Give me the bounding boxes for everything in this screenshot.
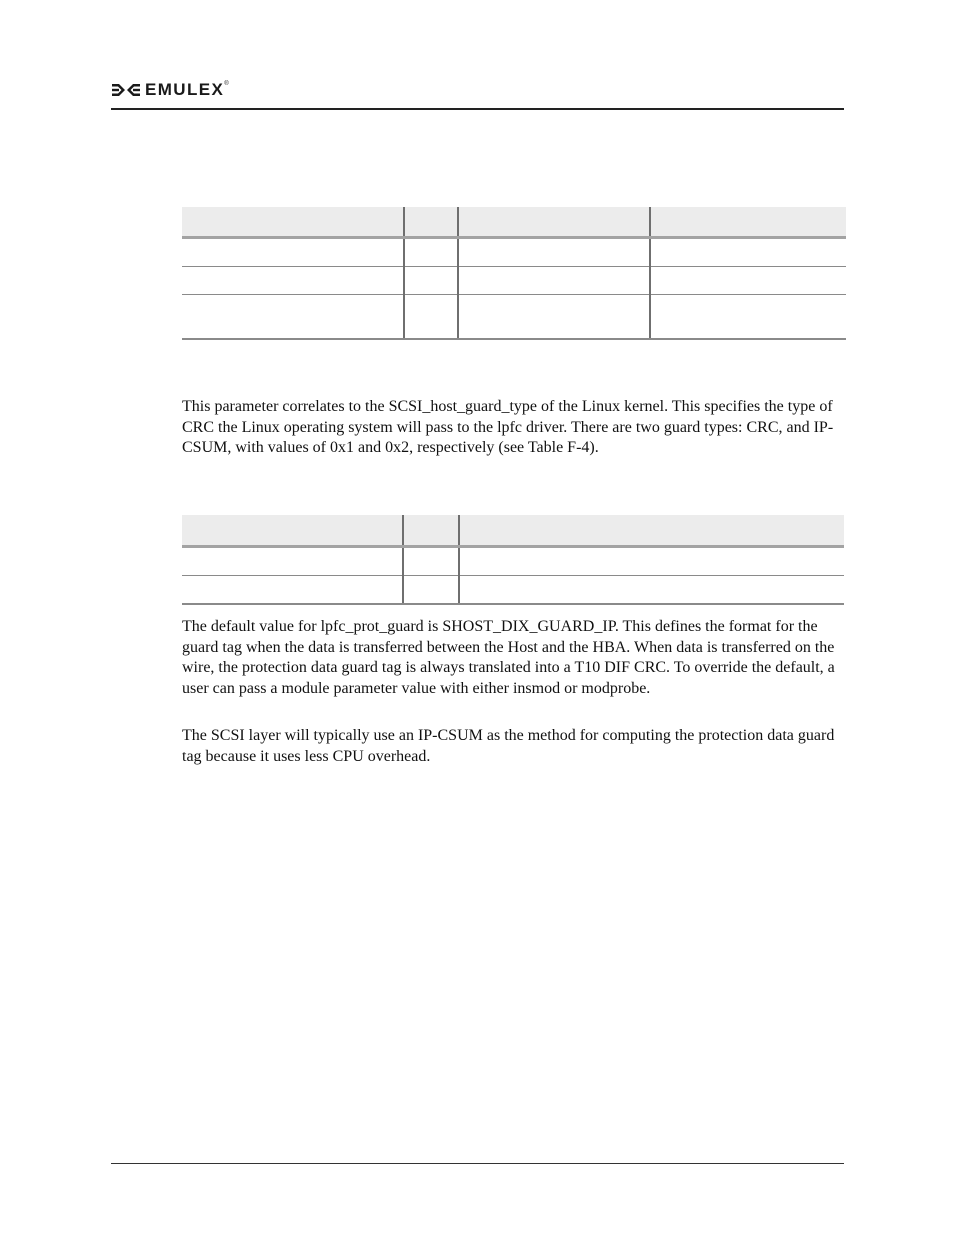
parameter-table xyxy=(182,207,846,340)
table-header-cell xyxy=(459,515,844,547)
table-row xyxy=(182,267,846,295)
body-paragraph: The SCSI layer will typically use an IP-CSUM as the method for computing the protection data guard tag because it uses less CPU overhead. xyxy=(182,727,835,765)
table-cell xyxy=(650,267,846,295)
table-cell xyxy=(404,267,458,295)
table-cell xyxy=(403,576,459,605)
table-cell xyxy=(458,267,650,295)
table-cell xyxy=(404,238,458,267)
table-row xyxy=(182,295,846,340)
table-cell xyxy=(459,547,844,576)
table-cell xyxy=(182,267,404,295)
emulex-mark-icon xyxy=(111,82,141,98)
table-cell xyxy=(403,547,459,576)
emulex-logo xyxy=(111,80,229,100)
table-row xyxy=(182,238,846,267)
footer-divider xyxy=(111,1163,844,1164)
table-row xyxy=(182,547,844,576)
table-header-cell xyxy=(403,515,459,547)
table-row xyxy=(182,576,844,605)
brand-wordmark: EMULEX xyxy=(145,80,225,99)
table-cell xyxy=(650,238,846,267)
table-cell xyxy=(182,576,403,605)
table-header-cell xyxy=(182,515,403,547)
table-cell xyxy=(182,547,403,576)
body-paragraph: The default value for lpfc_prot_guard is SHOST_DIX_GUARD_IP. This defines the format for the guard tag when the data is transferred between the Host and the HBA. When data is transferred on the wire, the protection data guard tag is always translated into a T10 DIF CRC. To override the default, a user can pass a module parameter value with either insmod or modprobe. xyxy=(182,618,835,697)
table-cell xyxy=(459,576,844,605)
table-cell xyxy=(404,295,458,340)
table-header-cell xyxy=(458,207,650,238)
table-header-row xyxy=(182,207,846,238)
trademark-symbol: ® xyxy=(224,81,229,87)
header-divider xyxy=(111,108,844,110)
table-header-cell xyxy=(182,207,404,238)
table-cell xyxy=(458,238,650,267)
guard-type-table xyxy=(182,515,844,605)
table-cell xyxy=(182,295,404,340)
table-header-cell xyxy=(404,207,458,238)
table-header-row xyxy=(182,515,844,547)
table-cell xyxy=(650,295,846,340)
table-header-cell xyxy=(650,207,846,238)
table-cell xyxy=(458,295,650,340)
body-paragraph: This parameter correlates to the SCSI_host_guard_type of the Linux kernel. This specifies the type of CRC the Linux operating system will pass to the lpfc driver. There are two guard types: CRC, and IP-CSUM, with values of 0x1 and 0x2, respectively (see Table F-4). xyxy=(182,398,834,456)
table-cell xyxy=(182,238,404,267)
